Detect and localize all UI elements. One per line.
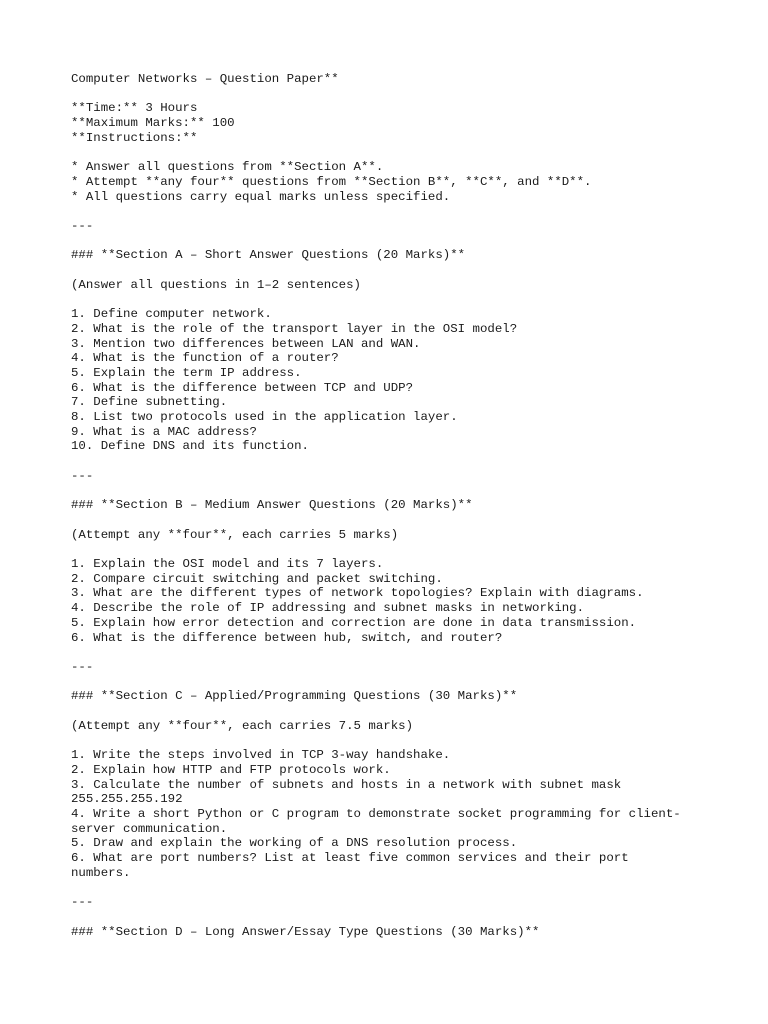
section-a-question: 9. What is a MAC address? — [71, 424, 257, 439]
spacer — [71, 484, 721, 499]
section-c-question-continued: server communication. — [71, 821, 228, 836]
section-c-question-continued: numbers. — [71, 865, 131, 880]
section-c-heading: ### **Section C – Applied/Programming Questions (30 Marks)** — [71, 689, 518, 704]
section-b-question: 4. Describe the role of IP addressing and subnet masks in networking. — [71, 601, 585, 616]
section-a-question: 3. Mention two differences between LAN and WAN. — [71, 336, 421, 351]
spacer — [71, 542, 721, 557]
section-a-question: 1. Define computer network. — [71, 307, 272, 322]
question-paper — [71, 72, 721, 939]
section-c-question: 6. What are port numbers? List at least five common services and their port — [71, 851, 629, 866]
spacer — [71, 146, 721, 161]
section-a-question: 5. Explain the term IP address. — [71, 365, 302, 380]
section-c-question: 1. Write the steps involved in TCP 3-way handshake. — [71, 748, 451, 763]
section-c-question: 5. Draw and explain the working of a DNS resolution process. — [71, 836, 518, 851]
spacer — [71, 733, 721, 748]
spacer — [71, 292, 721, 307]
spacer — [71, 645, 721, 660]
spacer — [71, 513, 721, 528]
max-marks-line: **Maximum Marks:** 100 — [71, 116, 235, 131]
spacer — [71, 910, 721, 925]
separator: --- — [71, 218, 94, 233]
instruction-item: * Answer all questions from **Section A**. — [71, 160, 384, 175]
section-b-question: 5. Explain how error detection and correction are done in data transmission. — [71, 615, 637, 630]
spacer — [71, 454, 721, 469]
section-b-question: 2. Compare circuit switching and packet switching. — [71, 571, 443, 586]
spacer — [71, 263, 721, 278]
section-b-question: 1. Explain the OSI model and its 7 layers. — [71, 557, 384, 572]
section-b-question: 3. What are the different types of network topologies? Explain with diagrams. — [71, 586, 644, 601]
section-c-question-continued: 255.255.255.192 — [71, 792, 183, 807]
separator: --- — [71, 895, 94, 910]
instruction-item: * Attempt **any four** questions from **Section B**, **C**, and **D**. — [71, 174, 592, 189]
section-a-heading: ### **Section A – Short Answer Questions (20 Marks)** — [71, 248, 466, 263]
section-a-question: 6. What is the difference between TCP and UDP? — [71, 380, 414, 395]
section-a-note: (Answer all questions in 1–2 sentences) — [71, 277, 361, 292]
instructions-label: **Instructions:** — [71, 130, 198, 145]
paper-title: Computer Networks – Question Paper** — [71, 72, 339, 86]
spacer — [71, 234, 721, 249]
section-d-heading: ### **Section D – Long Answer/Essay Type Questions (30 Marks)** — [71, 924, 540, 939]
section-b-question: 6. What is the difference between hub, switch, and router? — [71, 630, 503, 645]
section-c-note: (Attempt any **four**, each carries 7.5 marks) — [71, 718, 414, 733]
section-b-heading: ### **Section B – Medium Answer Questions (20 Marks)** — [71, 498, 473, 513]
section-b-note: (Attempt any **four**, each carries 5 marks) — [71, 527, 399, 542]
section-a-question: 7. Define subnetting. — [71, 395, 228, 410]
spacer — [71, 204, 721, 219]
section-a-question: 8. List two protocols used in the application layer. — [71, 410, 458, 425]
spacer — [71, 880, 721, 895]
section-a-question: 4. What is the function of a router? — [71, 351, 339, 366]
section-c-question: 4. Write a short Python or C program to demonstrate socket programming for client- — [71, 806, 681, 821]
spacer — [71, 704, 721, 719]
separator: --- — [71, 468, 94, 483]
spacer — [71, 87, 721, 102]
section-a-question: 2. What is the role of the transport layer in the OSI model? — [71, 321, 518, 336]
section-a-question: 10. Define DNS and its function. — [71, 439, 309, 454]
section-c-question: 2. Explain how HTTP and FTP protocols work. — [71, 762, 391, 777]
instruction-item: * All questions carry equal marks unless specified. — [71, 189, 451, 204]
time-line: **Time:** 3 Hours — [71, 101, 198, 116]
section-c-question: 3. Calculate the number of subnets and hosts in a network with subnet mask — [71, 777, 622, 792]
separator: --- — [71, 659, 94, 674]
spacer — [71, 675, 721, 690]
